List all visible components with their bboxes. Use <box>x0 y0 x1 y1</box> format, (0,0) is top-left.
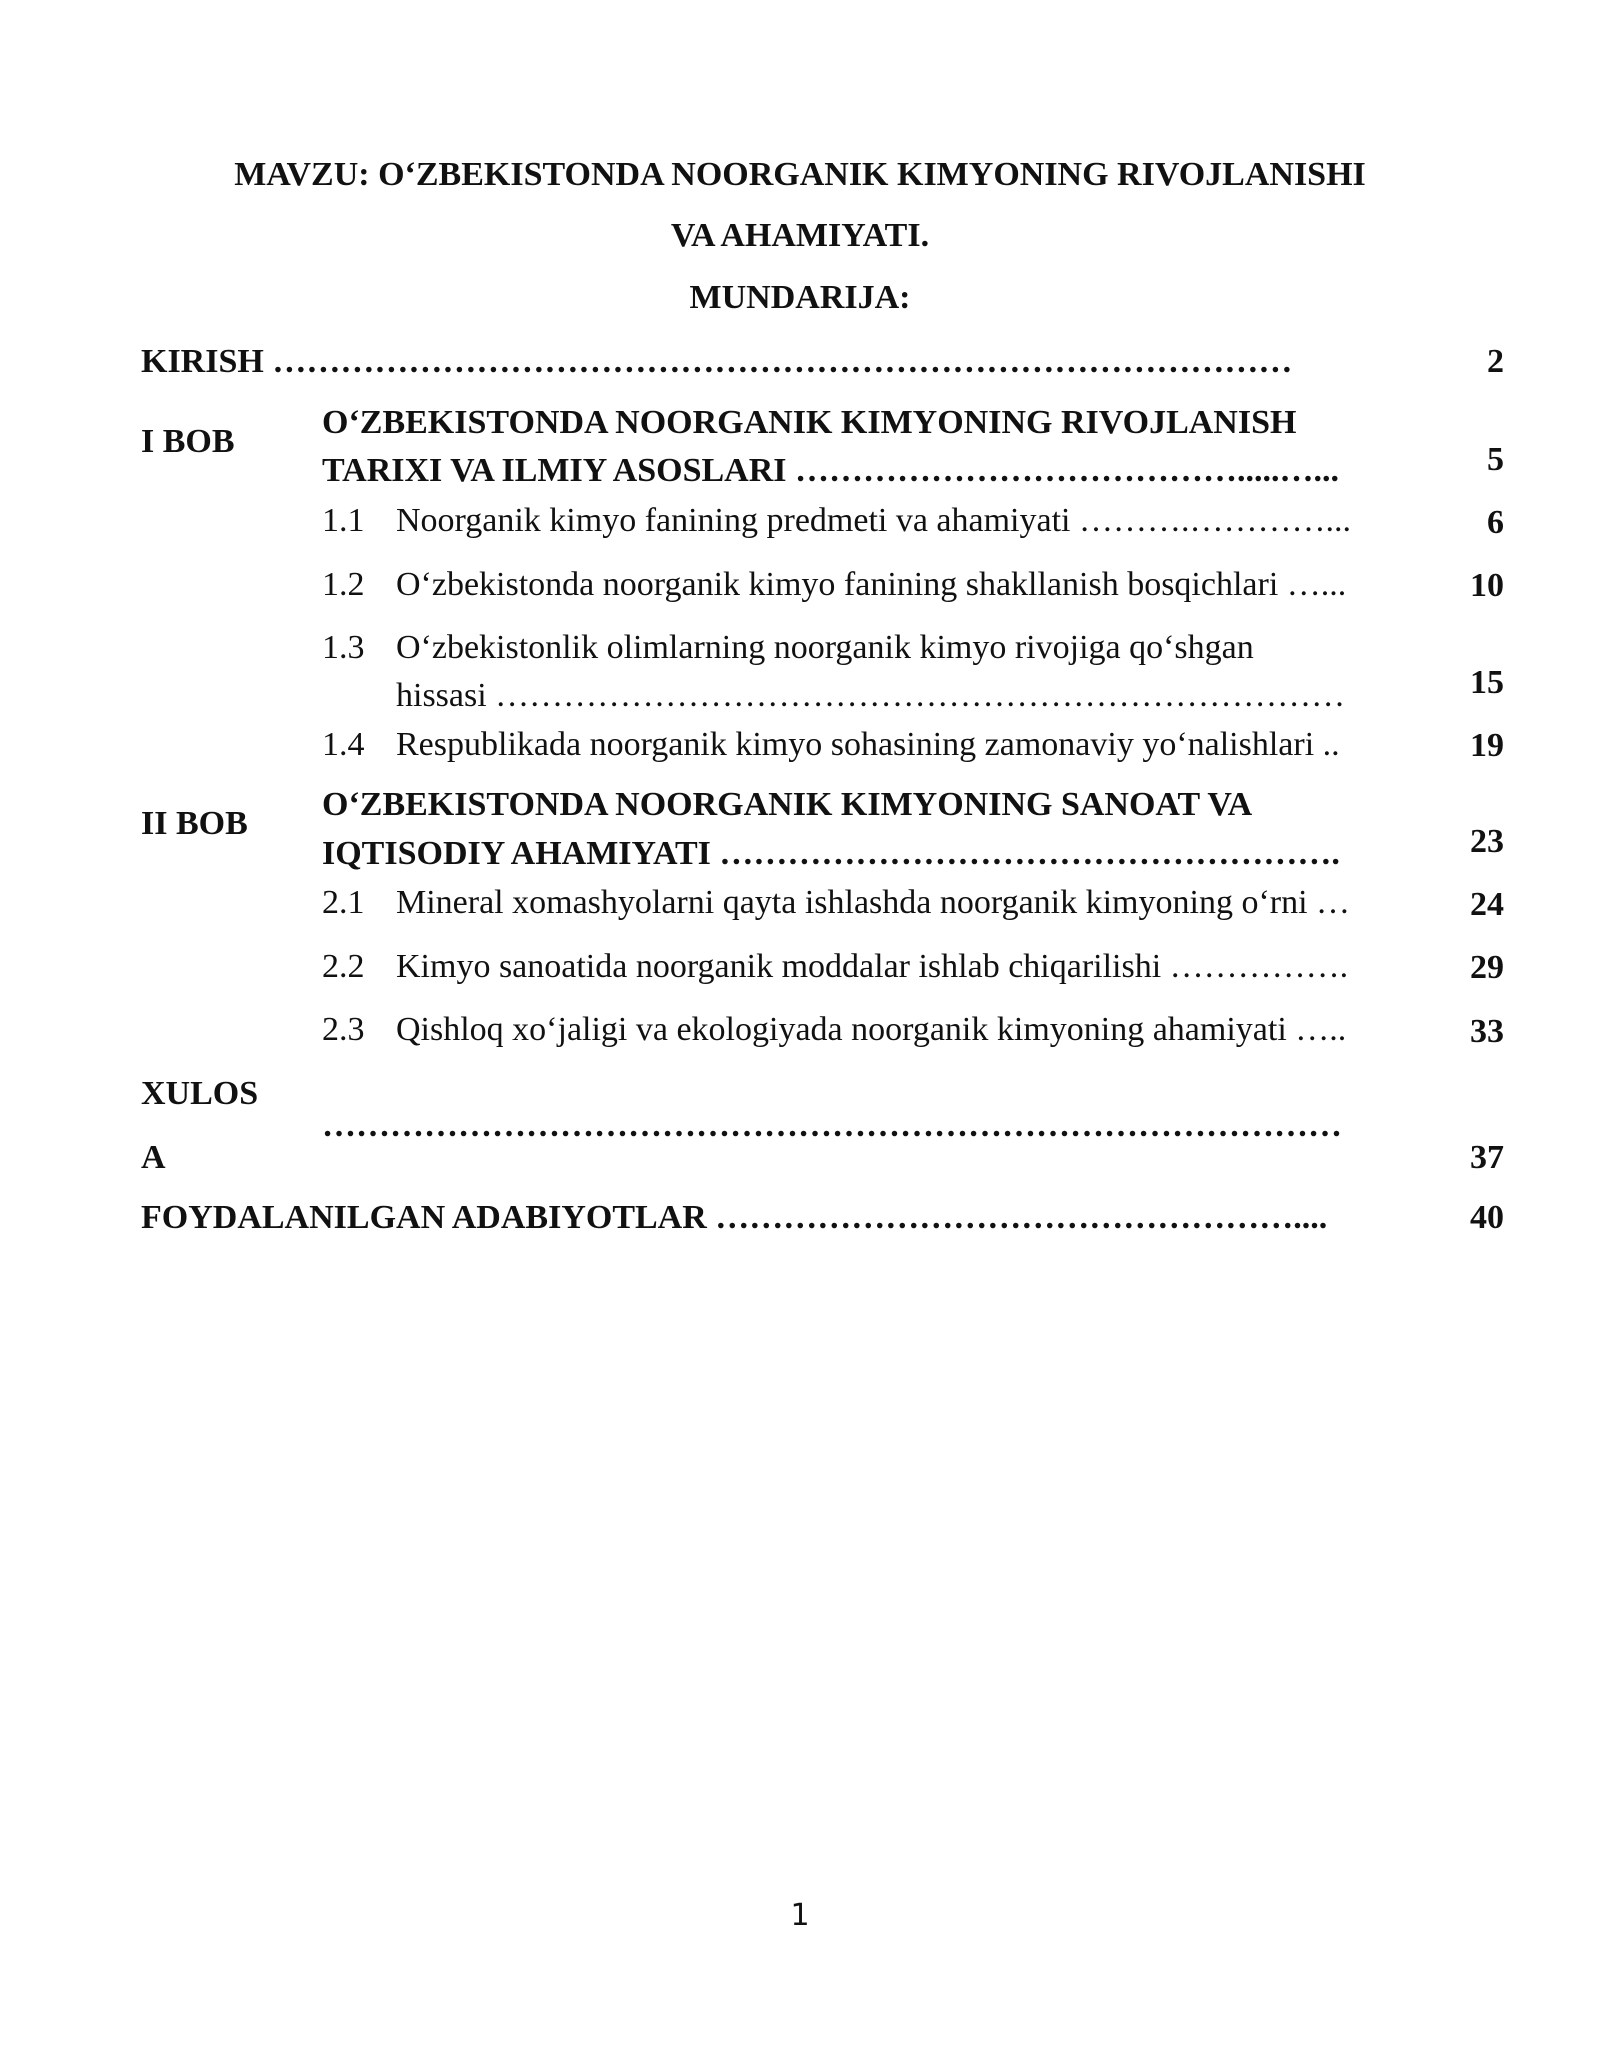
section-2-1-page: 24 <box>1470 886 1504 923</box>
chapter-1-title-line-1: O‘ZBEKISTONDA NOORGANIK KIMYONING RIVOJLANISH <box>322 404 1297 441</box>
chapter-2-title-line-2: IQTISODIY AHAMIYATI ………………………………………………. <box>322 835 1340 872</box>
page-title-line-2: VA AHAMIYATI. <box>670 217 930 254</box>
section-2-2-page: 29 <box>1470 949 1504 986</box>
section-2-2-title: Kimyo sanoatida noorganik moddalar ishlab chiqarilishi ……………. <box>396 948 1349 985</box>
toc-entry-xulosa-part-2: A <box>141 1139 166 1176</box>
chapter-1-title-line-2: TARIXI VA ILMIY ASOSLARI ………………………………….....…... <box>322 452 1339 489</box>
section-1-3-page: 15 <box>1470 664 1504 701</box>
toc-entry-xulosa-leader: ……………………………………………………………………………… <box>322 1107 1342 1144</box>
section-1-3-title: O‘zbekistonlik olimlarning noorganik kimyo rivojiga qo‘shgan <box>396 629 1254 666</box>
chapter-1-label: I BOB <box>141 423 235 460</box>
section-1-1-title: Noorganik kimyo fanining predmeti va ahamiyati ……….…………... <box>396 502 1351 539</box>
page-title-line-1: MAVZU: O‘ZBEKISTONDA NOORGANIK KIMYONING RIVOJLANISHI <box>234 156 1366 193</box>
section-2-1-title: Mineral xomashyolarni qayta ishlashda noorganik kimyoning o‘rni … <box>396 884 1351 921</box>
chapter-2-label: II BOB <box>141 805 248 842</box>
chapter-2-page: 23 <box>1470 823 1504 860</box>
section-1-4-number: 1.4 <box>322 726 365 763</box>
contents-heading: MUNDARIJA: <box>689 279 911 316</box>
section-1-3-number: 1.3 <box>322 629 365 666</box>
section-2-3-page: 33 <box>1470 1013 1504 1050</box>
section-1-2-number: 1.2 <box>322 566 365 603</box>
section-2-3-title: Qishloq xo‘jaligi va ekologiyada noorganik kimyoning ahamiyati ….. <box>396 1011 1347 1048</box>
section-1-1-page: 6 <box>1487 504 1504 541</box>
section-1-2-page: 10 <box>1470 567 1504 604</box>
chapter-2-title-line-1: O‘ZBEKISTONDA NOORGANIK KIMYONING SANOAT VA <box>322 786 1253 823</box>
toc-entry-kirish: KIRISH ……………………………………………………………………………… <box>141 343 1293 380</box>
toc-page-xulosa: 37 <box>1470 1139 1504 1176</box>
footer-page-number: 1 <box>790 1898 810 1933</box>
section-1-4-title: Respublikada noorganik kimyo sohasining zamonaviy yo‘nalishlari .. <box>396 726 1340 763</box>
section-2-2-number: 2.2 <box>322 948 365 985</box>
section-2-3-number: 2.3 <box>322 1011 365 1048</box>
section-1-1-number: 1.1 <box>322 502 365 539</box>
toc-page-kirish: 2 <box>1487 343 1504 380</box>
section-1-3-title-continued: hissasi ………………………………………………………………… <box>396 677 1346 714</box>
section-1-4-page: 19 <box>1470 727 1504 764</box>
toc-entry-xulosa-part-1: XULOS <box>141 1075 259 1112</box>
toc-entry-adabiyotlar: FOYDALANILGAN ADABIYOTLAR …………………………………………….... <box>141 1199 1328 1236</box>
chapter-1-page: 5 <box>1487 441 1504 478</box>
toc-page-adabiyotlar: 40 <box>1470 1199 1504 1236</box>
section-2-1-number: 2.1 <box>322 884 365 921</box>
section-1-2-title: O‘zbekistonda noorganik kimyo fanining shakllanish bosqichlari …... <box>396 566 1347 603</box>
